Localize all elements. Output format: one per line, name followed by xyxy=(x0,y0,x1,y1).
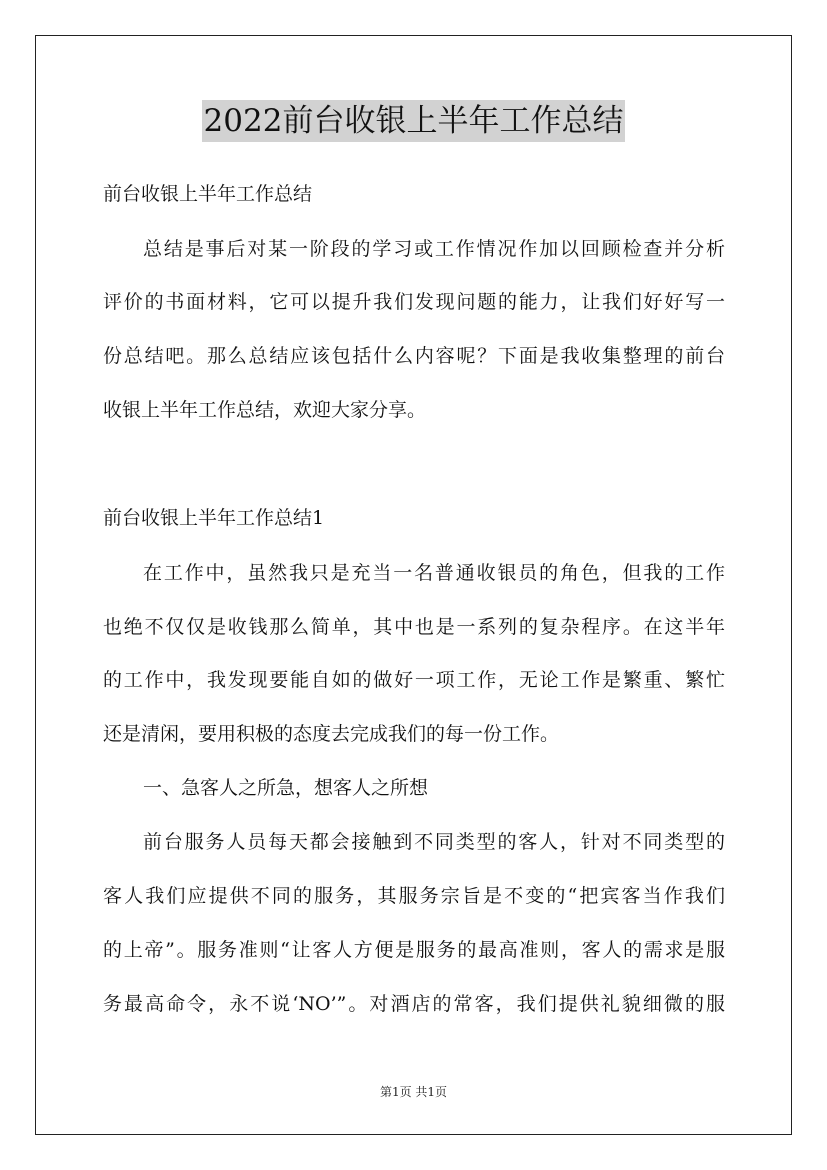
section-heading: 前台收银上半年工作总结1 xyxy=(103,507,325,529)
paragraph-line: 的上帝”。服务准则“让客人方便是服务的最高准则，客人的需求是服 xyxy=(103,939,725,961)
paragraph-line: 务最高命令，永不说‘NO’”。对酒店的常客，我们提供礼貌细微的服 xyxy=(103,993,725,1015)
intro-line: 份总结吧。那么总结应该包括什么内容呢？下面是我收集整理的前台 xyxy=(103,345,725,367)
intro-line: 总结是事后对某一阶段的学习或工作情况作加以回顾检查并分析 xyxy=(143,238,725,260)
paragraph-line: 的工作中，我发现要能自如的做好一项工作，无论工作是繁重、繁忙 xyxy=(103,669,725,691)
document-title: 2022前台收银上半年工作总结 xyxy=(202,100,626,142)
paragraph-line: 在工作中，虽然我只是充当一名普通收银员的角色，但我的工作 xyxy=(143,562,725,584)
intro-line: 收银上半年工作总结，欢迎大家分享。 xyxy=(103,399,427,421)
document-subtitle: 前台收银上半年工作总结 xyxy=(103,183,313,205)
page-number-footer: 第1页 共1页 xyxy=(379,1085,448,1099)
paragraph-line: 客人我们应提供不同的服务，其服务宗旨是不变的“把宾客当作我们 xyxy=(103,885,725,907)
intro-line: 评价的书面材料，它可以提升我们发现问题的能力，让我们好好写一 xyxy=(103,291,725,313)
paragraph-line: 还是清闲，要用积极的态度去完成我们的每一份工作。 xyxy=(103,723,560,745)
title-container xyxy=(0,100,827,142)
paragraph-line: 也绝不仅仅是收钱那么简单，其中也是一系列的复杂程序。在这半年 xyxy=(103,616,725,638)
paragraph-line: 前台服务人员每天都会接触到不同类型的客人，针对不同类型的 xyxy=(143,831,725,853)
point-heading: 一、急客人之所急，想客人之所想 xyxy=(143,777,429,799)
